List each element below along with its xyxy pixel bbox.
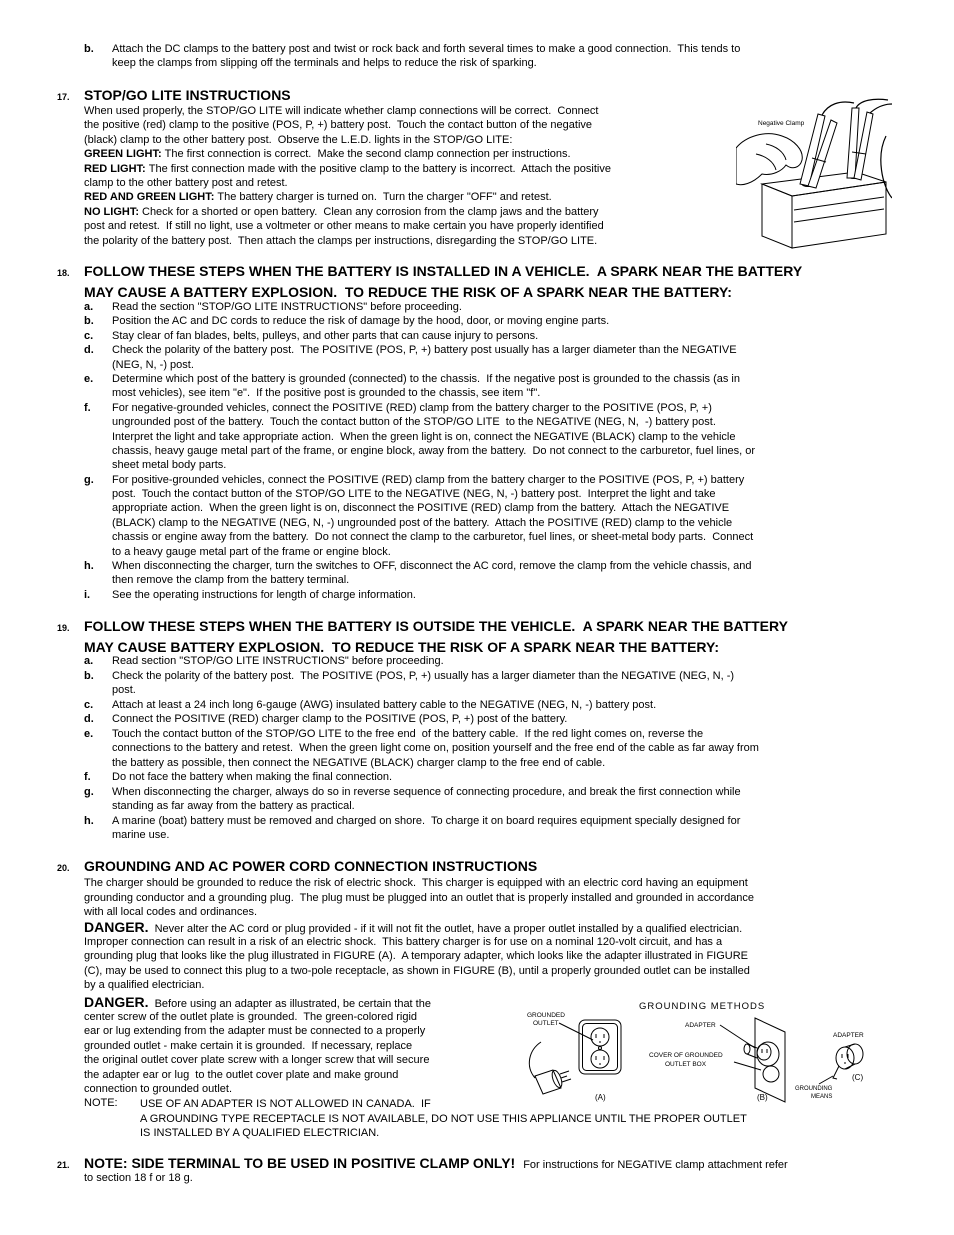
body-line: to section 18 f or 18 g. (84, 1171, 193, 1184)
step-letter: c. (84, 698, 94, 711)
note-line: A GROUNDING TYPE RECEPTACLE IS NOT AVAILABLE, DO NOT USE THIS APPLIANCE UNTIL THE PROPER OUTLET (140, 1112, 747, 1125)
danger-label: DANGER. (84, 994, 149, 1010)
step-text-line: Stay clear of fan blades, belts, pulleys, and other parts that can cause injury to persons. (112, 329, 539, 342)
step-text-line: Attach the DC clamps to the battery post and twist or rock back and forth several times to make a good connection. This tends to (112, 43, 741, 55)
section-title: STOP/GO LITE INSTRUCTIONS (84, 87, 291, 103)
intro-item (84, 42, 740, 71)
section-18-steps (84, 300, 755, 602)
section-18-heading (57, 262, 803, 302)
step-text-line: Do not face the battery when making the final connection. (112, 771, 393, 783)
step-item (84, 669, 759, 698)
step-text-line: Determine which post of the battery is grounded (connected) to the chassis. If the negative post is grounded to the chassis (as in (112, 372, 740, 385)
section-17-heading (57, 86, 291, 106)
step-item (84, 329, 755, 343)
step-letter: a. (84, 655, 94, 667)
negative-clamp-drawing (800, 114, 837, 188)
step-text-line: standing as far away from the battery as practical. (112, 800, 355, 812)
step-text-line: sheet metal body parts. (112, 459, 227, 472)
note-line: USE OF AN ADAPTER IS NOT ALLOWED IN CANADA. IF (140, 1098, 431, 1110)
grounded-outlet-label: OUTLET (533, 1020, 559, 1027)
step-text-line: Check the polarity of the battery post. The POSITIVE (POS, P, +) usually has a larger diameter than the NEGATIVE (NEG, N, -) (112, 669, 735, 682)
step-item (84, 559, 755, 588)
step-text-line: ungrounded post of the battery. Touch the contact button of the STOP/GO LITE to the NEGATIVE (NEG, N, -) battery post. (112, 416, 716, 429)
battery-clamp-illustration (736, 98, 892, 250)
danger-row (84, 920, 750, 935)
step-item (84, 401, 755, 473)
section-number: 17. (57, 92, 70, 102)
cover-label: OUTLET BOX (665, 1061, 707, 1068)
body-line: with all local codes and ordinances. (84, 906, 258, 918)
green-light-row (84, 147, 611, 161)
step-text-line: (BLACK) clamp to the NEGATIVE (NEG, N, -) ungrounded post of the battery. Attach the POSITIVE (RED) clamp to the vehicle (112, 516, 733, 529)
red-green-light-row (84, 190, 611, 204)
section-21-row (57, 1155, 788, 1171)
step-letter: e. (84, 727, 94, 740)
step-item (84, 588, 755, 602)
step-item (84, 473, 755, 559)
danger-label: DANGER. (84, 919, 149, 935)
step-text-line: most vehicles), see item "e". If the positive post is grounded to the chassis, see item "f". (112, 387, 541, 400)
step-text-line: chassis or engine away from the battery. Do not connect the clamp to the carburetor, fuel lines, or sheet-metal body parts. Connect (112, 531, 754, 544)
section-title-line: FOLLOW THESE STEPS WHEN THE BATTERY IS OUTSIDE THE VEHICLE. A SPARK NEAR THE BATTERY (84, 617, 788, 634)
step-text-line: Position the AC and DC cords to reduce the risk of damage by the hood, door, or moving engine parts. (112, 315, 610, 328)
step-text-line: Read the section "STOP/GO LITE INSTRUCTIONS" before proceeding. (112, 301, 462, 313)
figure-caption: Negative Clamp (758, 120, 805, 127)
note-label: NOTE: (84, 1097, 118, 1109)
step-letter: h. (84, 814, 94, 827)
step-letter: i. (84, 588, 91, 601)
step-text-line: For negative-grounded vehicles, connect the POSITIVE (RED) clamp from the battery charger to the POSITIVE (POS, P, +) (112, 401, 712, 414)
red-green-light-text: The battery charger is turned on. Turn the charger "OFF" and retest. (217, 191, 552, 204)
step-item (84, 727, 759, 771)
body-line: (C), may be used to connect this plug to a two-pole receptacle, as shown in FIGURE (B), until a properly grounded outlet can be installed (84, 964, 750, 977)
body-line: ear or lug extending from the adapter must be connected to a properly (84, 1025, 426, 1037)
step-letter: b. (84, 669, 94, 682)
step-letter: f. (84, 401, 91, 414)
body-line: post and retest. If still no light, use a voltmeter or other means to make certain you have properly identified (84, 220, 604, 233)
step-text-line: Connect the POSITIVE (RED) charger clamp to the POSITIVE (POS, P, +) post of the battery. (112, 713, 568, 725)
grounding-methods-figure (515, 996, 875, 1108)
step-letter: e. (84, 372, 94, 385)
step-text-line: marine use. (112, 829, 170, 841)
step-item (84, 300, 755, 314)
no-light-row (84, 205, 611, 219)
body-line: center screw of the outlet plate is grounded. The green-colored rigid (84, 1010, 418, 1023)
section-title-line: MAY CAUSE A BATTERY EXPLOSION. TO REDUCE THE RISK OF A SPARK NEAR THE BATTERY: (84, 283, 732, 300)
step-text-line: keep the clamps from slipping off the terminals and helps to reduce the risk of sparking. (112, 57, 537, 70)
body-line: the polarity of the battery post. Then attach the clamps per instructions, disregarding the STOP/GO LITE. (84, 234, 598, 247)
step-letter: d. (84, 713, 94, 725)
step-item (84, 372, 755, 401)
step-text-line: For positive-grounded vehicles, connect the POSITIVE (RED) clamp from the battery charger to the POSITIVE (POS, P, +) battery (112, 473, 745, 486)
danger-text: Never alter the AC cord or plug provided - if it will not fit the outlet, have a proper outlet installed by a qualified electrician. (154, 923, 743, 935)
step-text-line: post. (112, 684, 136, 696)
note-line: IS INSTALLED BY A QUALIFIED ELECTRICIAN. (140, 1127, 380, 1139)
body-line: the original outlet cover plate screw with a longer screw that will secure (84, 1054, 430, 1066)
step-text-line: Attach at least a 24 inch long 6-gauge (AWG) insulated battery cable to the NEGATIVE (NEG, N, -) battery post. (112, 698, 657, 711)
hand-drawing (736, 134, 802, 185)
red-light-label: RED LIGHT: (84, 162, 146, 175)
step-letter: b. (84, 315, 94, 328)
body-text: For instructions for NEGATIVE clamp attachment refer (523, 1159, 788, 1171)
step-letter: g. (84, 785, 94, 798)
figure-label-a: (A) (595, 1093, 606, 1102)
section-number: 20. (57, 863, 70, 873)
step-text-line: the battery as possible, then connect the NEGATIVE (BLACK) charger clamp to the free end of cable. (112, 756, 606, 769)
step-text-line: Check the polarity of the battery post. The POSITIVE (POS, P, +) battery post usually has a larger diameter than the NEGATIVE (112, 344, 737, 357)
step-letter: c. (84, 329, 94, 342)
section-number: 21. (57, 1160, 70, 1170)
body-line: grounding plug that looks like the plug illustrated in FIGURE (A). A temporary adapter, which looks like the adapter illustrated in FIGURE (84, 950, 748, 962)
section-title: NOTE: SIDE TERMINAL TO BE USED IN POSITIVE CLAMP ONLY! (84, 1155, 516, 1171)
section-20-paragraph (84, 876, 754, 920)
no-light-text: Check for a shorted or open battery. Clean any corrosion from the clamp jaws and the battery (142, 205, 599, 218)
section-title-line: FOLLOW THESE STEPS WHEN THE BATTERY IS INSTALLED IN A VEHICLE. A SPARK NEAR THE BATTERY (84, 262, 803, 279)
body-line: the adapter ear or lug to the outlet cover plate and make ground (84, 1068, 399, 1081)
step-item (84, 770, 759, 785)
grounding-plug-drawing (529, 1042, 571, 1094)
grounded-outlet-drawing (559, 1020, 621, 1074)
body-line: (black) clamp to the other battery post. Observe the L.E.D. lights in the STOP/GO LITE: (84, 133, 513, 146)
green-light-text: The first connection is correct. Make the second clamp connection per instructions. (164, 148, 571, 161)
step-text-line: then remove the clamp from the battery terminal. (112, 574, 350, 587)
section-19-heading (57, 617, 788, 657)
step-text-line: See the operating instructions for length of charge information. (112, 588, 416, 601)
step-letter: a. (84, 301, 94, 313)
body-line: When used properly, the STOP/GO LITE will indicate whether clamp connections will be correct. Connect (84, 105, 599, 117)
two-pole-receptacle-drawing (720, 1018, 785, 1102)
step-letter: d. (84, 344, 94, 357)
figure-label-c: (C) (852, 1073, 864, 1082)
step-text-line: Touch the contact button of the STOP/GO LITE to the free end of the battery cable. If the red light comes on, reverse the (112, 727, 704, 740)
grounding-means-leader (819, 1076, 833, 1084)
battery-drawing (762, 172, 886, 248)
adapter-label: ADAPTER (685, 1022, 716, 1029)
danger-text: Before using an adapter as illustrated, be certain that the (154, 998, 431, 1010)
step-item (84, 314, 755, 328)
danger-warning-1 (84, 920, 750, 993)
step-letter: f. (84, 771, 91, 783)
body-line: Improper connection can result in a risk of an electric shock. This battery charger is for use on a nominal 120-volt circuit, and has a (84, 935, 723, 948)
step-item (84, 698, 759, 713)
step-letter: h. (84, 560, 94, 573)
section-number: 18. (57, 267, 70, 278)
step-text-line: post. Touch the contact button of the STOP/GO LITE to the NEGATIVE (NEG, N, -) battery post. Interpret the light and take (112, 488, 716, 501)
red-light-text: The first connection made with the positive clamp to the battery is incorrect. Attach the positive (148, 162, 611, 175)
step-text-line: (NEG, N, -) post. (112, 358, 194, 371)
step-letter: g. (84, 473, 94, 486)
body-line: clamp to the other battery post and retest. (84, 176, 288, 189)
body-line: the positive (red) clamp to the positive (POS, P, +) battery post. Touch the contact button of the negative (84, 119, 593, 132)
danger-warning-2 (84, 995, 431, 1097)
red-green-light-label: RED AND GREEN LIGHT: (84, 191, 215, 204)
step-text-line: appropriate action. When the green light is on, disconnect the POSITIVE (RED) clamp from the battery. Attach the NEGATIVE (112, 502, 730, 515)
step-item (84, 654, 759, 669)
cover-label: COVER OF GROUNDED (649, 1052, 723, 1059)
figure-title: GROUNDING METHODS (639, 1001, 766, 1012)
section-21 (57, 1155, 788, 1185)
step-text-line: to a heavy gauge metal part of the frame or engine block. (112, 545, 391, 558)
step-text-line: When disconnecting the charger, turn the switches to OFF, disconnect the AC cord, remove the clamp from the vehicle chassis, and (112, 560, 752, 573)
step-text-line: connections to the battery and retest. When the green light come on, position yourself and the free end of the cable as far away from (112, 742, 759, 754)
step-text-line: A marine (boat) battery must be removed and charged on shore. To charge it on board requires equipment specially designed for (112, 814, 741, 827)
grounded-outlet-label: GROUNDED (527, 1012, 565, 1019)
step-item (84, 814, 759, 843)
body-line: grounded outlet - make certain it is grounded. If necessary, replace (84, 1039, 413, 1052)
body-line: by a qualified electrician. (84, 979, 205, 991)
positive-clamp-drawing (847, 108, 873, 180)
section-20-heading (57, 857, 538, 877)
body-line: The charger should be grounded to reduce the risk of electric shock. This charger is equipped with an electric cord having an equipment (84, 877, 748, 889)
body-line: connection to grounded outlet. (84, 1083, 233, 1095)
step-item (84, 343, 755, 372)
section-17-body (84, 104, 611, 248)
step-text-line: Read section "STOP/GO LITE INSTRUCTIONS" before proceeding. (112, 655, 444, 667)
section-title: GROUNDING AND AC POWER CORD CONNECTION INSTRUCTIONS (84, 858, 538, 874)
red-light-row (84, 162, 611, 176)
step-text-line: chassis, heavy gauge metal part of the frame, or engine block, away from the battery. Do not connect to the carburetor, fuel lines, or (112, 444, 756, 457)
step-text-line: Interpret the light and take appropriate action. When the green light is on, connect the NEGATIVE (BLACK) clamp to the vehicle (112, 430, 736, 443)
grounding-means-label: GROUNDING (795, 1086, 833, 1092)
no-light-label: NO LIGHT: (84, 205, 139, 218)
section-title-line: MAY CAUSE BATTERY EXPLOSION. TO REDUCE THE RISK OF A SPARK NEAR THE BATTERY: (84, 638, 719, 655)
step-text-line: When disconnecting the charger, always do so in reverse sequence of connecting procedure, and break the first connection while (112, 785, 741, 798)
adapter-label: ADAPTER (833, 1032, 864, 1039)
danger-row (84, 995, 431, 1010)
grounding-means-label: MEANS (811, 1094, 833, 1100)
section-number: 19. (57, 622, 70, 633)
section-19-steps (84, 654, 759, 843)
figure-label-b: (B) (757, 1093, 768, 1102)
step-item (84, 785, 759, 814)
step-item (84, 712, 759, 727)
green-light-label: GREEN LIGHT: (84, 148, 162, 161)
body-line: grounding conductor and a grounding plug. The plug must be plugged into an outlet that is properly installed and grounded in accordance (84, 891, 755, 904)
step-letter: b. (84, 43, 94, 55)
step-item (84, 42, 740, 71)
